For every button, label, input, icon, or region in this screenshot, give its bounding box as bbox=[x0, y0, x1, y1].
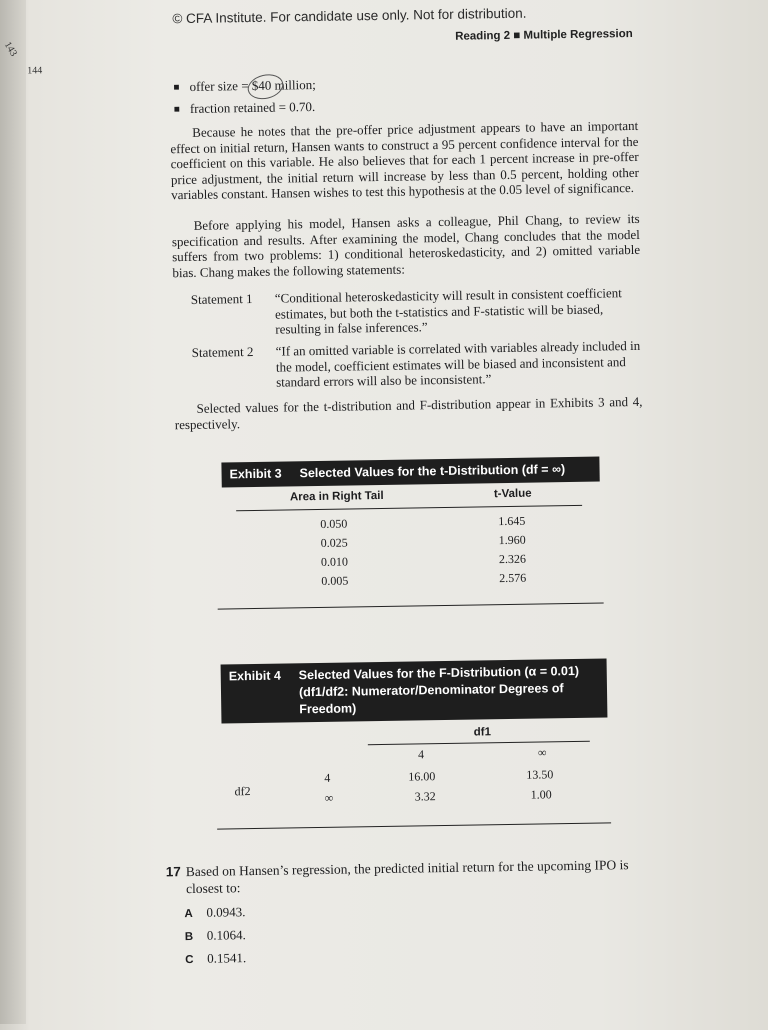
page-number-previous: 143 bbox=[1, 39, 19, 59]
statement-1 bbox=[191, 285, 642, 339]
statement-label: Statement 2 bbox=[191, 343, 254, 360]
exhibit-number: Exhibit 4 bbox=[228, 668, 281, 684]
statement-2 bbox=[192, 338, 643, 392]
table-cell: 1.960 bbox=[498, 532, 526, 548]
table-cell: 2.326 bbox=[498, 551, 527, 567]
table-rule bbox=[368, 741, 590, 746]
option-value: 0.0943. bbox=[206, 904, 246, 920]
table-cell: 3.32 bbox=[414, 789, 436, 804]
table-cell: 16.00 bbox=[408, 769, 436, 784]
statement-label: Statement 1 bbox=[190, 290, 253, 307]
answer-option-a bbox=[184, 904, 245, 921]
table-cell: 1.00 bbox=[530, 787, 552, 802]
table-bottom-rule bbox=[218, 602, 604, 609]
option-letter: B bbox=[184, 930, 194, 944]
option-letter: A bbox=[184, 907, 193, 921]
table-rule bbox=[236, 505, 582, 512]
table-cell: 0.050 bbox=[320, 516, 348, 531]
exhibit-title: Selected Values for the F-Distribution (α = 0.01) (df1/df2: Numerator/Denominator Degrees of Freedom) bbox=[298, 663, 580, 717]
table-cell: 0.025 bbox=[320, 535, 348, 550]
row-header: 4 bbox=[324, 770, 331, 785]
column-header: ∞ bbox=[537, 745, 547, 760]
bullet-item: ■ fraction retained = 0.70. bbox=[174, 97, 317, 121]
table-cell: 0.005 bbox=[321, 573, 349, 588]
column-header: 4 bbox=[417, 747, 425, 762]
exhibit-3-title-bar bbox=[221, 457, 599, 488]
answer-option-c bbox=[185, 950, 246, 967]
exhibit-title: Selected Values for the t-Distribution (df = ∞) bbox=[299, 462, 566, 481]
page-number: 144 bbox=[27, 65, 43, 77]
table-cell: 0.010 bbox=[320, 554, 349, 569]
option-value: 0.1541. bbox=[207, 950, 247, 966]
bullet-item: ■ offer size = $40 million; bbox=[173, 75, 316, 99]
statement-text: “Conditional heteroskedasticity will result in consistent coefficient estimates, but both the t-statistics and F-statistic will be biased, resulting in false inferences.” bbox=[274, 285, 622, 337]
column-header-area: Area in Right Tail bbox=[289, 489, 384, 504]
paragraph-hypothesis: Because he notes that the pre-offer price adjustment appears to have an important effect on initial return, Hansen wants to construct a 95 percent confidence interval for the coefficient on this variable. He also believes that for each 1 percent increase in pre-offer price adjustment, the initial return will increase by less than 0.5 percent, holding other variables constant. Hansen wishes to test this hypothesis at the 0.05 level of significance. bbox=[170, 117, 639, 203]
column-group-df1: df1 bbox=[473, 726, 492, 739]
running-header: Reading 2 ■ Multiple Regression bbox=[455, 27, 633, 43]
paragraph-exhibits-intro: Selected values for the t-distribution and F-distribution appear in Exhibits 3 and 4, respectively. bbox=[174, 393, 643, 432]
table-cell: 1.645 bbox=[498, 513, 526, 529]
option-value: 0.1064. bbox=[206, 927, 246, 943]
bullet-list bbox=[173, 75, 316, 121]
table-bottom-rule bbox=[217, 822, 611, 829]
column-header-t-value: t-Value bbox=[493, 487, 532, 501]
row-group-df2: df2 bbox=[234, 784, 251, 799]
table-cell: 13.50 bbox=[526, 767, 554, 782]
option-letter: C bbox=[185, 953, 194, 967]
paragraph-chang-review: Before applying his model, Hansen asks a colleague, Phil Chang, to review its specification and results. After examining the model, Chang concludes that the model suffers from two problems: 1) conditional heteroskedasticity, and 2) omitted variable bias. Chang makes the following statements: bbox=[171, 210, 641, 280]
statement-text: “If an omitted variable is correlated with variables already included in the model, coefficient estimates will be biased and inconsistent and standard errors will also be inconsistent.” bbox=[275, 337, 641, 390]
exhibit-4-title-bar bbox=[221, 658, 608, 723]
question-text: Based on Hansen’s regression, the predicted initial return for the upcoming IPO is closest to: bbox=[185, 857, 629, 897]
question-17 bbox=[166, 856, 666, 898]
question-number: 17 bbox=[165, 864, 181, 880]
copyright-notice: © CFA Institute. For candidate use only. Not for distribution. bbox=[172, 5, 527, 27]
exhibit-number: Exhibit 3 bbox=[229, 466, 282, 482]
row-header: ∞ bbox=[324, 790, 334, 805]
answer-option-b bbox=[185, 927, 246, 944]
table-cell: 2.576 bbox=[499, 570, 527, 586]
